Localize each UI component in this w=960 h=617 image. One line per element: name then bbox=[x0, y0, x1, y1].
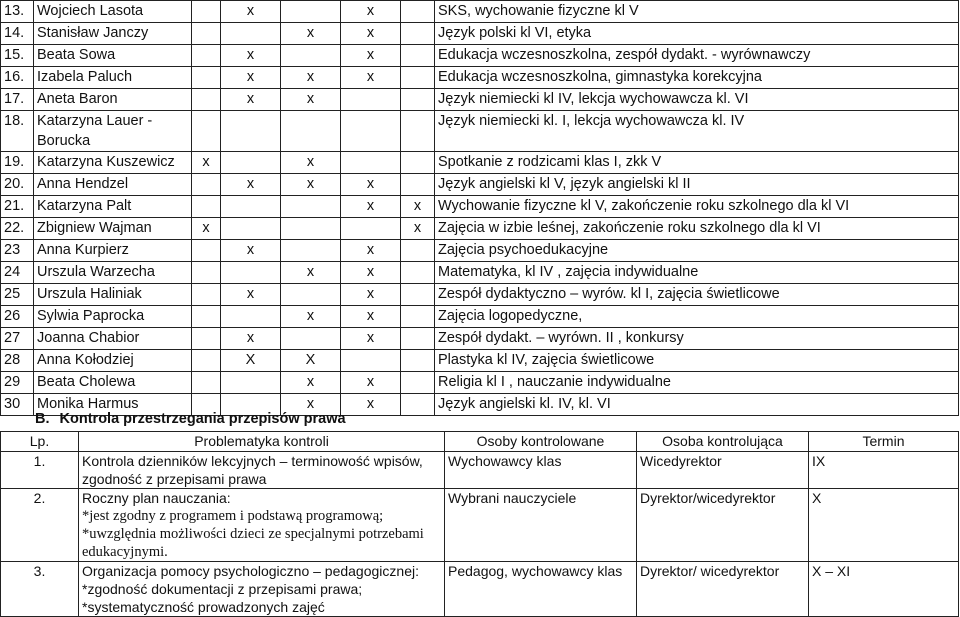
header-term: Termin bbox=[809, 432, 959, 452]
teacher-name: Aneta Baron bbox=[34, 89, 192, 111]
mark-cell: x bbox=[341, 174, 401, 196]
mark-cell bbox=[192, 67, 221, 89]
mark-cell bbox=[192, 174, 221, 196]
activity-description: Religia kl I , nauczanie indywidualne bbox=[435, 372, 959, 394]
table-row bbox=[1, 284, 959, 306]
mark-cell bbox=[221, 23, 281, 45]
mark-cell bbox=[341, 218, 401, 240]
teacher-name: Monika Harmus bbox=[34, 394, 192, 416]
mark-cell bbox=[192, 196, 221, 218]
mark-cell bbox=[221, 262, 281, 284]
mark-cell bbox=[401, 174, 435, 196]
table-row bbox=[1, 350, 959, 372]
mark-cell: x bbox=[341, 306, 401, 328]
mark-cell: x bbox=[281, 23, 341, 45]
mark-cell: x bbox=[221, 89, 281, 111]
section-letter: B. bbox=[35, 411, 50, 427]
activity-description: Język niemiecki kl IV, lekcja wychowawcza kl. VI bbox=[435, 89, 959, 111]
row-number: 14. bbox=[1, 23, 34, 45]
mark-cell: x bbox=[281, 306, 341, 328]
control-term: IX bbox=[809, 452, 959, 489]
row-number: 24 bbox=[1, 262, 34, 284]
mark-cell bbox=[192, 262, 221, 284]
mark-cell: x bbox=[281, 262, 341, 284]
mark-cell bbox=[281, 196, 341, 218]
header-persons: Osoby kontrolowane bbox=[445, 432, 637, 452]
row-number: 15. bbox=[1, 45, 34, 67]
activity-description: Zajęcia w izbie leśnej, zakończenie roku szkolnego dla kl VI bbox=[435, 218, 959, 240]
mark-cell bbox=[192, 45, 221, 67]
mark-cell: x bbox=[221, 174, 281, 196]
mark-cell bbox=[281, 1, 341, 23]
table-row bbox=[1, 67, 959, 89]
table-row bbox=[1, 328, 959, 350]
activity-description: Język angielski kl V, język angielski kl II bbox=[435, 174, 959, 196]
control-table-header bbox=[1, 432, 959, 452]
mark-cell: x bbox=[281, 394, 341, 416]
mark-cell: X bbox=[281, 350, 341, 372]
table-row bbox=[1, 262, 959, 284]
teacher-name: Katarzyna Palt bbox=[34, 196, 192, 218]
mark-cell: x bbox=[221, 67, 281, 89]
mark-cell: x bbox=[341, 262, 401, 284]
row-number: 20. bbox=[1, 174, 34, 196]
mark-cell bbox=[401, 111, 435, 152]
teacher-name: Beata Cholewa bbox=[34, 372, 192, 394]
mark-cell bbox=[401, 1, 435, 23]
table-row bbox=[1, 372, 959, 394]
row-number: 30 bbox=[1, 394, 34, 416]
mark-cell bbox=[192, 23, 221, 45]
control-persons: Wychowawcy klas bbox=[445, 452, 637, 489]
mark-cell bbox=[192, 89, 221, 111]
mark-cell bbox=[341, 350, 401, 372]
teacher-name: Zbigniew Wajman bbox=[34, 218, 192, 240]
activity-description: Wychowanie fizyczne kl V, zakończenie roku szkolnego dla kl VI bbox=[435, 196, 959, 218]
mark-cell bbox=[401, 328, 435, 350]
activity-description: Język niemiecki kl. I, lekcja wychowawcza kl. IV bbox=[435, 111, 959, 152]
table-row bbox=[1, 23, 959, 45]
row-number: 26 bbox=[1, 306, 34, 328]
mark-cell: x bbox=[341, 23, 401, 45]
row-number: 13. bbox=[1, 1, 34, 23]
mark-cell: x bbox=[341, 67, 401, 89]
row-number: 29 bbox=[1, 372, 34, 394]
mark-cell bbox=[192, 328, 221, 350]
activity-description: Zespół dydakt. – wyrówn. II , konkursy bbox=[435, 328, 959, 350]
mark-cell bbox=[401, 152, 435, 174]
control-persons: Pedagog, wychowawcy klas bbox=[445, 562, 637, 617]
activity-description: SKS, wychowanie fizyczne kl V bbox=[435, 1, 959, 23]
mark-cell: x bbox=[281, 152, 341, 174]
mark-cell: x bbox=[401, 196, 435, 218]
table-row bbox=[1, 45, 959, 67]
mark-cell: x bbox=[341, 196, 401, 218]
header-problem: Problematyka kontroli bbox=[79, 432, 445, 452]
problem-line: *jest zgodny z programem i podstawą programową; bbox=[82, 508, 384, 524]
row-number: 27 bbox=[1, 328, 34, 350]
header-lp: Lp. bbox=[1, 432, 79, 452]
header-controller: Osoba kontrolująca bbox=[637, 432, 809, 452]
mark-cell bbox=[281, 111, 341, 152]
mark-cell: x bbox=[341, 45, 401, 67]
mark-cell bbox=[401, 350, 435, 372]
mark-cell bbox=[401, 394, 435, 416]
activity-description: Edukacja wczesnoszkolna, zespół dydakt. - wyrównawczy bbox=[435, 45, 959, 67]
table-row bbox=[1, 152, 959, 174]
teacher-name: Stanisław Janczy bbox=[34, 23, 192, 45]
problem-line: Organizacja pomocy psychologiczno – pedagogicznej: bbox=[82, 563, 419, 579]
mark-cell bbox=[192, 284, 221, 306]
activity-description: Spotkanie z rodzicami klas I, zkk V bbox=[435, 152, 959, 174]
control-controller: Dyrektor/wicedyrektor bbox=[637, 489, 809, 562]
control-controller: Wicedyrektor bbox=[637, 452, 809, 489]
mark-cell bbox=[281, 218, 341, 240]
mark-cell: x bbox=[192, 218, 221, 240]
control-persons: Wybrani nauczyciele bbox=[445, 489, 637, 562]
mark-cell: x bbox=[341, 372, 401, 394]
control-term: X bbox=[809, 489, 959, 562]
row-number: 19. bbox=[1, 152, 34, 174]
mark-cell bbox=[401, 240, 435, 262]
mark-cell: x bbox=[221, 1, 281, 23]
teacher-name: Katarzyna Kuszewicz bbox=[34, 152, 192, 174]
control-controller: Dyrektor/ wicedyrektor bbox=[637, 562, 809, 617]
mark-cell: x bbox=[281, 89, 341, 111]
control-problem bbox=[79, 452, 445, 489]
mark-cell bbox=[341, 111, 401, 152]
mark-cell bbox=[401, 306, 435, 328]
teacher-name: Katarzyna Lauer - Borucka bbox=[34, 111, 192, 152]
mark-cell bbox=[401, 372, 435, 394]
row-number: 28 bbox=[1, 350, 34, 372]
control-lp: 1. bbox=[1, 452, 79, 489]
mark-cell: x bbox=[341, 394, 401, 416]
problem-line: *uwzględnia możliwości dzieci ze specjalnymi potrzebami edukacyjnymi. bbox=[82, 526, 424, 560]
mark-cell bbox=[401, 262, 435, 284]
row-number: 22. bbox=[1, 218, 34, 240]
mark-cell bbox=[281, 240, 341, 262]
control-lp: 2. bbox=[1, 489, 79, 562]
mark-cell bbox=[192, 111, 221, 152]
mark-cell bbox=[341, 152, 401, 174]
teacher-name: Anna Hendzel bbox=[34, 174, 192, 196]
row-number: 17. bbox=[1, 89, 34, 111]
table-row bbox=[1, 218, 959, 240]
mark-cell bbox=[221, 218, 281, 240]
teacher-name: Joanna Chabior bbox=[34, 328, 192, 350]
activity-description: Zajęcia psychoedukacyjne bbox=[435, 240, 959, 262]
mark-cell: x bbox=[221, 284, 281, 306]
mark-cell bbox=[192, 306, 221, 328]
activity-description: Zespół dydaktyczno – wyrów. kl I, zajęcia świetlicowe bbox=[435, 284, 959, 306]
mark-cell bbox=[192, 372, 221, 394]
control-problem bbox=[79, 489, 445, 562]
mark-cell bbox=[281, 45, 341, 67]
mark-cell bbox=[192, 1, 221, 23]
control-problem bbox=[79, 562, 445, 617]
mark-cell: x bbox=[221, 45, 281, 67]
control-lp: 3. bbox=[1, 562, 79, 617]
mark-cell: x bbox=[341, 240, 401, 262]
section-heading: Kontrola przestrzegania przepisów prawa bbox=[59, 411, 346, 427]
teacher-name: Izabela Paluch bbox=[34, 67, 192, 89]
table-row bbox=[1, 111, 959, 152]
problem-line: *zgodność dokumentacji z przepisami prawa; bbox=[82, 581, 363, 597]
row-number: 18. bbox=[1, 111, 34, 152]
table-row bbox=[1, 89, 959, 111]
row-number: 25 bbox=[1, 284, 34, 306]
section-b-title bbox=[35, 411, 346, 427]
mark-cell: X bbox=[221, 350, 281, 372]
mark-cell: x bbox=[221, 328, 281, 350]
mark-cell bbox=[401, 23, 435, 45]
table-row bbox=[1, 240, 959, 262]
row-number: 23 bbox=[1, 240, 34, 262]
mark-cell bbox=[401, 45, 435, 67]
mark-cell bbox=[221, 152, 281, 174]
mark-cell: x bbox=[281, 67, 341, 89]
table-row bbox=[1, 174, 959, 196]
teacher-name: Anna Kołodziej bbox=[34, 350, 192, 372]
control-row bbox=[1, 452, 959, 489]
control-row bbox=[1, 562, 959, 617]
control-table bbox=[0, 431, 959, 617]
teacher-name: Wojciech Lasota bbox=[34, 1, 192, 23]
mark-cell bbox=[401, 89, 435, 111]
teacher-name: Beata Sowa bbox=[34, 45, 192, 67]
table-row bbox=[1, 1, 959, 23]
row-number: 21. bbox=[1, 196, 34, 218]
mark-cell bbox=[221, 306, 281, 328]
mark-cell bbox=[192, 350, 221, 372]
activity-description: Język angielski kl. IV, kl. VI bbox=[435, 394, 959, 416]
activity-description: Edukacja wczesnoszkolna, gimnastyka korekcyjna bbox=[435, 67, 959, 89]
problem-line: *systematyczność prowadzonych zajęć bbox=[82, 599, 325, 615]
activity-description: Język polski kl VI, etyka bbox=[435, 23, 959, 45]
mark-cell: x bbox=[341, 1, 401, 23]
mark-cell bbox=[221, 111, 281, 152]
mark-cell: x bbox=[281, 174, 341, 196]
mark-cell bbox=[281, 328, 341, 350]
activity-description: Zajęcia logopedyczne, bbox=[435, 306, 959, 328]
row-number: 16. bbox=[1, 67, 34, 89]
mark-cell: x bbox=[221, 240, 281, 262]
mark-cell: x bbox=[281, 372, 341, 394]
mark-cell bbox=[281, 284, 341, 306]
table-row bbox=[1, 196, 959, 218]
mark-cell: x bbox=[192, 152, 221, 174]
mark-cell bbox=[401, 284, 435, 306]
mark-cell: x bbox=[401, 218, 435, 240]
teacher-name: Sylwia Paprocka bbox=[34, 306, 192, 328]
activity-description: Plastyka kl IV, zajęcia świetlicowe bbox=[435, 350, 959, 372]
mark-cell: x bbox=[341, 284, 401, 306]
mark-cell bbox=[192, 240, 221, 262]
control-term: X – XI bbox=[809, 562, 959, 617]
mark-cell bbox=[401, 67, 435, 89]
control-row bbox=[1, 489, 959, 562]
teacher-name: Urszula Warzecha bbox=[34, 262, 192, 284]
activity-description: Matematyka, kl IV , zajęcia indywidualne bbox=[435, 262, 959, 284]
problem-line: Roczny plan nauczania: bbox=[82, 490, 231, 506]
table-row bbox=[1, 306, 959, 328]
mark-cell bbox=[221, 196, 281, 218]
mark-cell bbox=[341, 89, 401, 111]
problem-line: Kontrola dzienników lekcyjnych – terminowość wpisów, zgodność z przepisami prawa bbox=[82, 453, 423, 487]
teacher-name: Anna Kurpierz bbox=[34, 240, 192, 262]
mark-cell bbox=[221, 372, 281, 394]
teacher-name: Urszula Haliniak bbox=[34, 284, 192, 306]
mark-cell: x bbox=[341, 328, 401, 350]
